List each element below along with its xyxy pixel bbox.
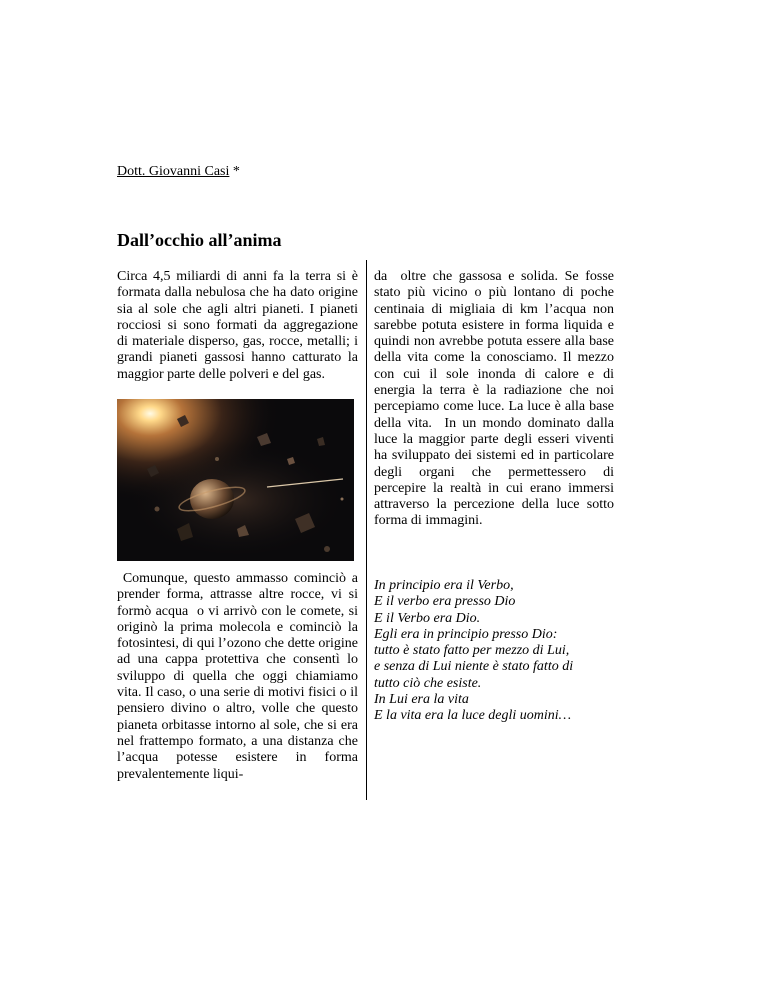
space-asteroids-image — [117, 399, 354, 561]
verse-line: E il verbo era presso Dio — [374, 594, 516, 610]
author-line — [117, 163, 240, 181]
left-paragraph-1: Circa 4,5 miliardi di anni fa la terra si è formata dalla nebulosa che ha dato origine sia al sole che agli altri pianeti. I pianeti rocciosi si sono formati da aggregazione di materiale disperso, gas, rocce, metalli; i grandi pianeti gassosi hanno catturato la maggior parte delle polveri e del gas. — [117, 269, 358, 382]
verse-line: In principio era il Verbo, — [374, 578, 514, 593]
verse-line: Egli era in principio presso Dio: — [374, 626, 558, 642]
verse-line: E il Verbo era Dio. — [374, 610, 481, 626]
verse-line: In Lui era la vita — [374, 692, 469, 708]
gospel-verses — [374, 578, 614, 725]
right-paragraph-1: da oltre che gassosa e solida. Se fosse stato più vicino o più lontano di poche centinaia di migliaia di km l’acqua non sarebbe potuta esistere in forma liquida e quindi non avrebbe potuta essere alla base della vita come la conosciamo. Il mezzo con cui il sole inonda di calore e di energia la terra è la radiazione che noi percepiamo come luce. La luce è alla base della vita. In un mondo dominato dalla luce la maggior parte degli esseri viventi ha sviluppato dei sistemi ed in particolare degli organi che permettessero di percepire la realtà in cui erano immersi attraverso la percezione della luce sotto forma di immagini. — [374, 269, 614, 529]
verse-line: E la vita era la luce degli uomini… — [374, 708, 572, 724]
author-name: Dott. Giovanni Casi — [117, 164, 230, 179]
verse-line: e senza di Lui niente è stato fatto di — [374, 659, 574, 675]
column-divider — [366, 260, 367, 800]
article-title: Dall’occhio all’anima — [117, 230, 282, 250]
verse-line: tutto è stato fatto per mezzo di Lui, — [374, 643, 570, 659]
author-footnote-mark: * — [232, 164, 240, 179]
verse-line: tutto ciò che esiste. — [374, 675, 482, 691]
left-paragraph-2: Comunque, questo ammasso cominciò a prender forma, attrasse altre rocce, vi si formò acqua o vi arrivò con le comete, si originò la prima molecola e cominciò la fotosintesi, di qui l’ozono che dette origine ad una cappa protettiva che consentì lo sviluppo di quella che oggi chiamiamo vita. Il caso, o una serie di motivi fisici o il pensiero divino o altro, volle che questo pianeta orbitasse intorno al sole, che si era nel frattempo formato, a una distanza che l’acqua potesse esistere in forma prevalentemente liqui- — [117, 571, 358, 782]
